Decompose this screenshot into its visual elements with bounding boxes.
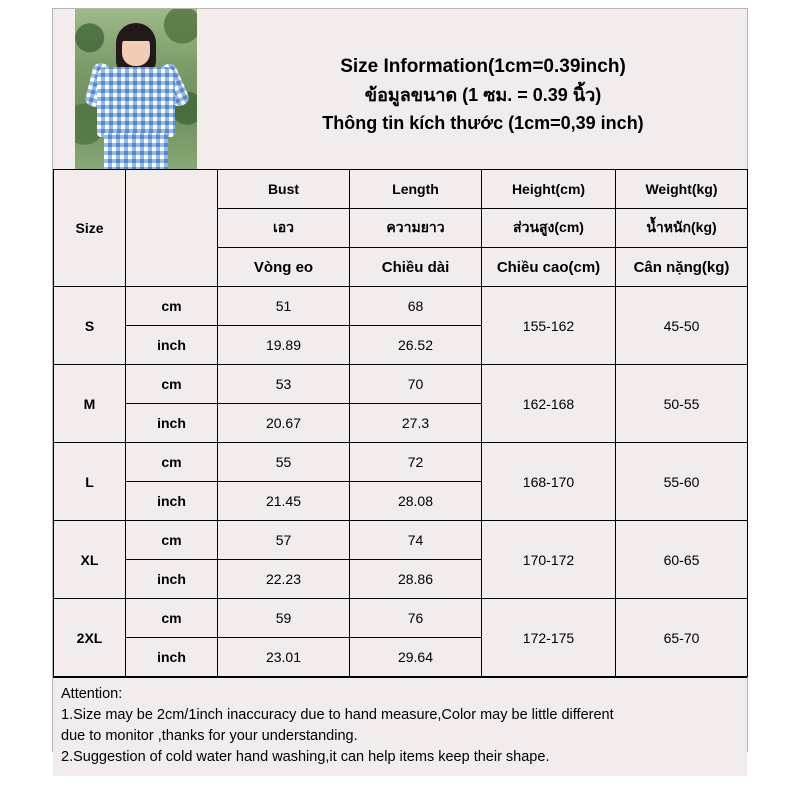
cell-bust-inch: 21.45	[218, 482, 350, 521]
title-thai: ข้อมูลขนาด (1 ซม. = 0.39 นิ้ว)	[364, 85, 602, 106]
row-unit-cm: cm	[126, 599, 218, 638]
row-unit-inch: inch	[126, 560, 218, 599]
row-unit-inch: inch	[126, 482, 218, 521]
attention-line-3: 2.Suggestion of cold water hand washing,it can help items keep their shape.	[61, 749, 550, 766]
cell-height: 162-168	[482, 365, 616, 443]
cell-length-inch: 26.52	[350, 326, 482, 365]
chart-title-block	[219, 9, 747, 169]
header-height-en: Height(cm)	[482, 170, 616, 209]
header-bust-th: เอว	[218, 209, 350, 248]
row-size-label: L	[54, 443, 126, 521]
cell-length-inch: 28.86	[350, 560, 482, 599]
table-row	[54, 521, 748, 560]
header-height-vi: Chiều cao(cm)	[482, 248, 616, 287]
cell-height: 168-170	[482, 443, 616, 521]
header-weight-en: Weight(kg)	[616, 170, 748, 209]
header-length-th: ความยาว	[350, 209, 482, 248]
cell-bust-inch: 19.89	[218, 326, 350, 365]
attention-line-1: 1.Size may be 2cm/1inch inaccuracy due to hand measure,Color may be little different	[61, 707, 614, 724]
cell-bust-cm: 57	[218, 521, 350, 560]
size-table	[53, 169, 748, 677]
header-weight-vi: Cân nặng(kg)	[616, 248, 748, 287]
product-photo	[75, 9, 197, 169]
cell-length-inch: 28.08	[350, 482, 482, 521]
table-row	[54, 287, 748, 326]
header-bust-en: Bust	[218, 170, 350, 209]
header-height-th: ส่วนสูง(cm)	[482, 209, 616, 248]
cell-weight: 50-55	[616, 365, 748, 443]
cell-length-cm: 70	[350, 365, 482, 404]
cell-height: 172-175	[482, 599, 616, 677]
header-size-blank	[126, 170, 218, 287]
cell-length-inch: 29.64	[350, 638, 482, 677]
chart-header	[53, 9, 747, 169]
cell-height: 170-172	[482, 521, 616, 599]
cell-length-inch: 27.3	[350, 404, 482, 443]
cell-length-cm: 72	[350, 443, 482, 482]
table-row	[54, 443, 748, 482]
row-unit-cm: cm	[126, 287, 218, 326]
header-length-en: Length	[350, 170, 482, 209]
size-chart-sheet	[52, 8, 748, 766]
attention-line-2: due to monitor ,thanks for your understanding.	[61, 728, 358, 745]
header-length-vi: Chiều dài	[350, 248, 482, 287]
row-unit-inch: inch	[126, 404, 218, 443]
table-header-row-en	[54, 170, 748, 209]
cell-bust-cm: 55	[218, 443, 350, 482]
cell-weight: 55-60	[616, 443, 748, 521]
product-photo-cell	[53, 9, 219, 169]
row-size-label: M	[54, 365, 126, 443]
cell-length-cm: 76	[350, 599, 482, 638]
cell-bust-cm: 51	[218, 287, 350, 326]
photo-model-figure	[93, 23, 179, 169]
table-row	[54, 365, 748, 404]
table-row	[54, 599, 748, 638]
row-size-label: S	[54, 287, 126, 365]
cell-length-cm: 74	[350, 521, 482, 560]
cell-bust-inch: 20.67	[218, 404, 350, 443]
row-unit-inch: inch	[126, 326, 218, 365]
cell-height: 155-162	[482, 287, 616, 365]
model-skirt	[104, 133, 168, 169]
row-unit-cm: cm	[126, 521, 218, 560]
cell-bust-cm: 59	[218, 599, 350, 638]
row-unit-cm: cm	[126, 365, 218, 404]
attention-heading: Attention:	[61, 686, 123, 702]
header-weight-th: น้ำหนัก(kg)	[616, 209, 748, 248]
cell-bust-inch: 23.01	[218, 638, 350, 677]
row-unit-inch: inch	[126, 638, 218, 677]
cell-bust-cm: 53	[218, 365, 350, 404]
model-jacket	[97, 67, 175, 137]
title-vietnamese: Thông tin kích thước (1cm=0,39 inch)	[322, 112, 644, 133]
header-bust-vi: Vòng eo	[218, 248, 350, 287]
cell-weight: 45-50	[616, 287, 748, 365]
cell-weight: 65-70	[616, 599, 748, 677]
attention-block	[53, 677, 747, 776]
row-unit-cm: cm	[126, 443, 218, 482]
title-english: Size Information(1cm=0.39inch)	[340, 56, 626, 78]
row-size-label: 2XL	[54, 599, 126, 677]
header-size-word: Size	[54, 170, 126, 287]
cell-length-cm: 68	[350, 287, 482, 326]
cell-weight: 60-65	[616, 521, 748, 599]
row-size-label: XL	[54, 521, 126, 599]
model-fringe	[119, 27, 153, 41]
cell-bust-inch: 22.23	[218, 560, 350, 599]
